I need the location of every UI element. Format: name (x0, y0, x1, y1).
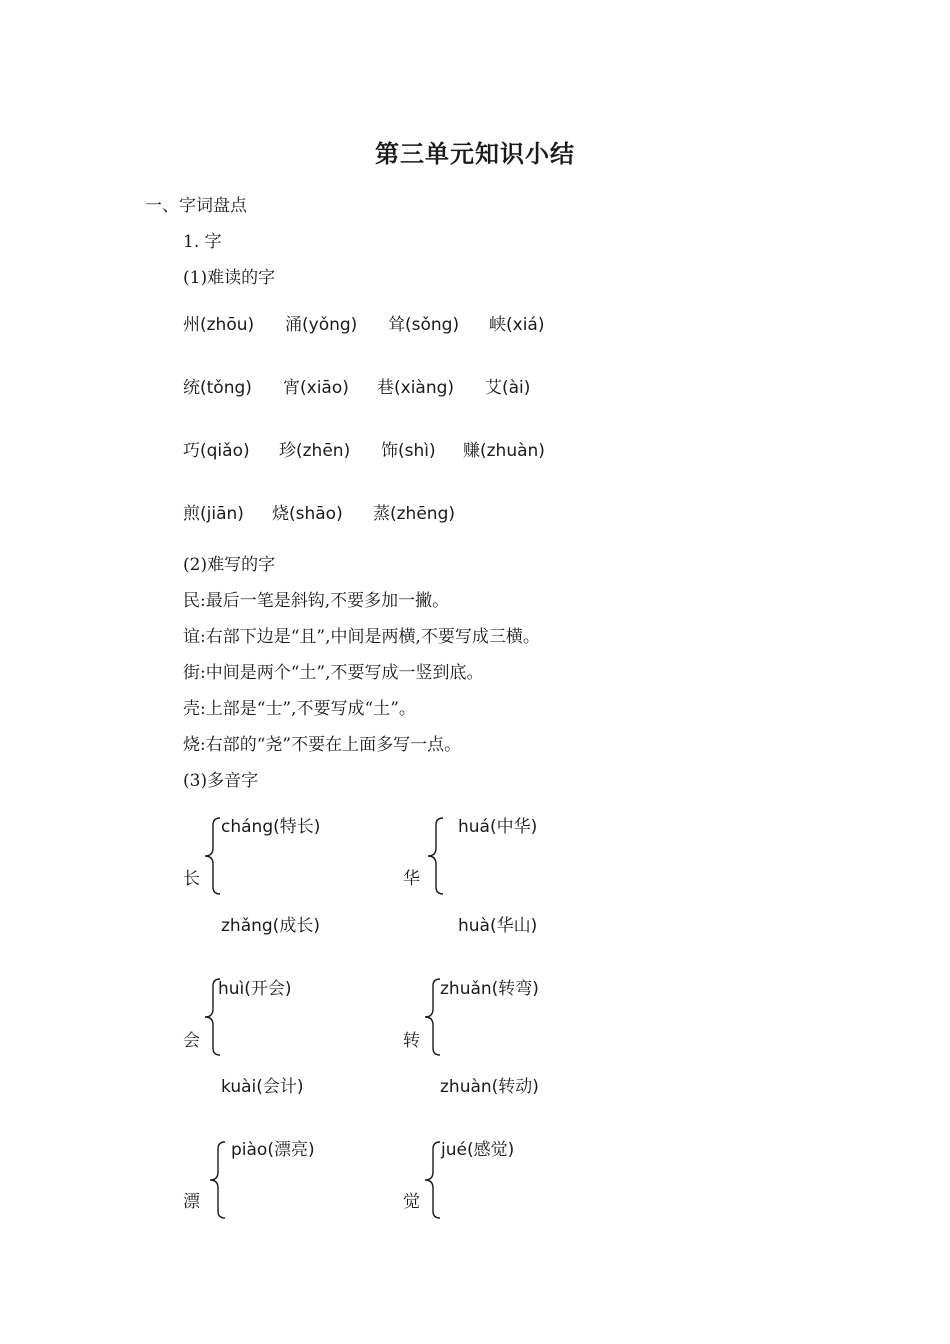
word-item: 艾(ài) (485, 378, 531, 398)
section-heading: 一、字词盘点 (145, 196, 247, 216)
polyphone-reading: jué(感觉) (441, 1140, 515, 1160)
polyphone-reading: zhuàn(转动) (440, 1077, 539, 1097)
polyphone-reading: cháng(特长) (221, 817, 321, 837)
polyphone-char: 转 (403, 1031, 420, 1051)
word-item: 巷(xiàng) (377, 378, 455, 398)
polyphone-reading: huà(华山) (458, 916, 538, 936)
polyphone-char: 漂 (183, 1192, 200, 1212)
polyphone-reading: piào(漂亮) (231, 1140, 315, 1160)
word-item: 统(tǒng) (183, 378, 252, 398)
note-item: 谊:右部下边是“且”,中间是两横,不要写成三横。 (183, 627, 540, 647)
polyphone-reading: kuài(会计) (221, 1077, 304, 1097)
word-item: 州(zhōu) (183, 315, 255, 335)
polyphone-reading: huá(中华) (458, 817, 538, 837)
note-item: 街:中间是两个“土”,不要写成一竖到底。 (183, 663, 484, 683)
polyphone-char: 会 (183, 1031, 200, 1051)
word-item: 耸(sǒng) (388, 315, 460, 335)
polyphone-char: 长 (183, 869, 200, 889)
hard-write-heading: (2)难写的字 (183, 555, 276, 575)
hard-read-heading: (1)难读的字 (183, 268, 276, 288)
word-item: 宵(xiāo) (283, 378, 349, 398)
polyphone-reading: zhǎng(成长) (221, 916, 320, 936)
word-item: 赚(zhuàn) (463, 441, 545, 461)
brace-icon (205, 1140, 229, 1220)
word-item: 巧(qiǎo) (183, 441, 250, 461)
note-item: 壳:上部是“士”,不要写成“土”。 (183, 699, 416, 719)
page-title: 第三单元知识小结 (375, 139, 575, 168)
polyphone-char: 华 (403, 869, 420, 889)
word-item: 蒸(zhēng) (373, 504, 455, 524)
polyphone-char: 觉 (403, 1192, 420, 1212)
word-item: 煎(jiān) (183, 504, 244, 524)
polyphone-heading: (3)多音字 (183, 771, 259, 791)
polyphone-reading: huì(开会) (218, 979, 292, 999)
word-item: 涌(yǒng) (285, 315, 358, 335)
word-item: 烧(shāo) (272, 504, 343, 524)
word-item: 饰(shì) (381, 441, 436, 461)
word-item: 峡(xiá) (489, 315, 545, 335)
subsection-heading: 1. 字 (183, 232, 222, 252)
brace-icon (423, 816, 447, 896)
word-item: 珍(zhēn) (279, 441, 351, 461)
note-item: 烧:右部的“尧”不要在上面多写一点。 (183, 735, 462, 755)
polyphone-reading: zhuǎn(转弯) (440, 979, 539, 999)
note-item: 民:最后一笔是斜钩,不要多加一撇。 (183, 591, 450, 611)
